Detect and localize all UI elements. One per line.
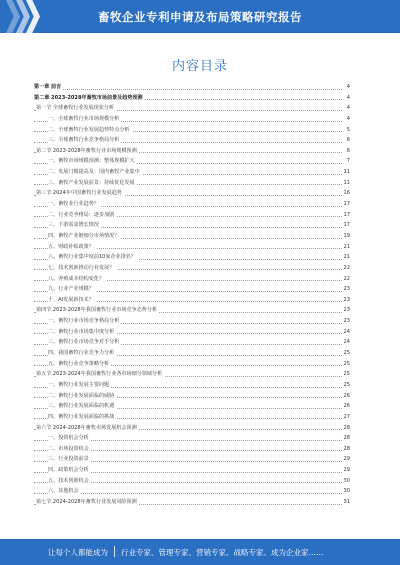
toc-entry-page: 16 (343, 188, 350, 199)
toc-entry[interactable] (34, 82, 350, 93)
toc-entry-label: 一、全球畜牧行业市场规模分析 (48, 114, 121, 125)
toc-entry[interactable] (34, 103, 350, 114)
toc-entry-page: 26 (343, 401, 350, 412)
toc-entry-page: 25 (343, 380, 350, 391)
toc-entry-label: 十、AI发展新技术？ (48, 295, 96, 306)
toc-entry[interactable] (34, 412, 350, 423)
toc-entry[interactable] (34, 252, 350, 263)
toc-entry[interactable] (34, 231, 350, 242)
toc-entry-page: 19 (343, 231, 350, 242)
toc-entry-label: 四、我国畜牧行业竞争力分析 (48, 348, 116, 359)
toc-entry-label: 第七节 2024-2028年畜牧行业发展风险预测 (36, 497, 139, 508)
toc-entry-label: 一、畜牧市场规模预测：整体规模扩大 (48, 156, 137, 167)
toc-entry-page: 4 (346, 93, 350, 104)
toc-entry-page: 25 (343, 348, 350, 359)
toc-entry[interactable] (34, 93, 350, 104)
toc-entry[interactable] (34, 465, 350, 476)
toc-entry-label: 五、技术创新机会 (48, 476, 91, 487)
toc-entry-page: 17 (343, 199, 350, 210)
toc-entry[interactable] (34, 188, 350, 199)
toc-entry-label: 第一节 全球畜牧行业发展现状分析 (36, 103, 116, 114)
toc-entry[interactable] (34, 220, 350, 231)
toc-entry[interactable] (34, 295, 350, 306)
toc-entry[interactable] (34, 242, 350, 253)
toc-entry-page: 17 (343, 220, 350, 231)
toc-entry-page: 22 (343, 274, 350, 285)
toc-entry[interactable] (34, 337, 350, 348)
toc-entry-page: 21 (343, 252, 350, 263)
toc-entry-page: 23 (343, 295, 350, 306)
toc-entry-page: 28 (343, 433, 350, 444)
toc-entry-page: 29 (343, 465, 350, 476)
toc-entry-label: 三、行业投资前景 (48, 454, 91, 465)
toc-entry-label: 四、政策机会分析 (48, 465, 91, 476)
toc-entry-label: 五、财政补贴政策？ (48, 242, 96, 253)
toc-entry[interactable] (34, 156, 350, 167)
table-of-contents (34, 82, 350, 508)
toc-entry-label: 六、畜牧行业集中度前10家企业排名？ (48, 252, 138, 263)
toc-entry-label: 三、下游需求增长情况 (48, 220, 101, 231)
toc-entry-page: 28 (343, 423, 350, 434)
toc-entry-page: 4 (346, 103, 350, 114)
toc-entry[interactable] (34, 305, 350, 316)
toc-entry[interactable] (34, 178, 350, 189)
toc-entry-page: 25 (343, 369, 350, 380)
toc-entry-page: 11 (343, 178, 350, 189)
toc-entry-page: 30 (343, 486, 350, 497)
toc-entry-label: 二、行业竞争格局：逐步加剧 (48, 210, 116, 221)
toc-entry-label: 八、养殖成本结构变化？ (48, 274, 106, 285)
toc-entry[interactable] (34, 167, 350, 178)
toc-entry-label: 第二节 2023-2028年畜牧行业市场规模预测 (36, 146, 139, 157)
toc-entry[interactable] (34, 316, 350, 327)
toc-entry-label: 四、畜牧产业链细分市场情况？ (48, 231, 121, 242)
toc-entry-label: 五、畜牧行业竞争策略分析 (48, 359, 111, 370)
toc-entry[interactable] (34, 433, 350, 444)
toc-entry[interactable] (34, 210, 350, 221)
report-header-bar (0, 0, 400, 33)
toc-entry-page: 21 (343, 242, 350, 253)
toc-entry-label: 三、全球畜牧行业竞争格局分析 (48, 135, 121, 146)
toc-entry-page: 5 (346, 125, 350, 136)
toc-entry-label: 二、发展门槛提高及：国内畜牧产业集中 (48, 167, 142, 178)
toc-entry[interactable] (34, 369, 350, 380)
toc-entry-page: 22 (343, 263, 350, 274)
toc-entry[interactable] (34, 486, 350, 497)
toc-entry-label: 二、全球畜牧行业发展趋势特点分析 (48, 125, 132, 136)
toc-entry-page: 6 (346, 135, 350, 146)
toc-entry-page: 4 (346, 114, 350, 125)
toc-entry[interactable] (34, 359, 350, 370)
toc-entry-label: 三、畜牧行业发展面临的机遇 (48, 401, 116, 412)
footer-bar (0, 539, 400, 565)
toc-entry-label: 三、畜牧产业发展前景：持续优化发展 (48, 178, 137, 189)
toc-entry-label: 二、市场投资机会 (48, 444, 91, 455)
toc-entry[interactable] (34, 348, 350, 359)
toc-entry[interactable] (34, 497, 350, 508)
toc-entry-label: 第四节 2023-2028年我国畜牧行业市场竞争态势分析 (36, 305, 159, 316)
footer-divider (114, 546, 115, 557)
toc-entry[interactable] (34, 327, 350, 338)
toc-entry-label: 七、技术创新推动行业发展？ (48, 263, 116, 274)
toc-entry-label: 一、畜牧业行业趋势？ (48, 199, 101, 210)
toc-entry[interactable] (34, 146, 350, 157)
toc-entry[interactable] (34, 114, 350, 125)
toc-entry-label: 四、畜牧行业发展面临的挑战 (48, 412, 116, 423)
toc-entry[interactable] (34, 125, 350, 136)
toc-entry-label: 三、畜牧行业市场竞争对手分析 (48, 337, 121, 348)
toc-entry-label: 一、畜牧行业发展主要问题 (48, 380, 111, 391)
toc-entry-page: 24 (343, 327, 350, 338)
footer-tagline: 让每个人都能成为 (48, 548, 108, 557)
report-title: 畜牧企业专利申请及布局策略研究报告 (98, 10, 302, 24)
toc-entry[interactable] (34, 401, 350, 412)
toc-entry-label: 第五节 2023-2024年我国畜牧行业各市场细分领域分析 (36, 369, 164, 380)
toc-entry[interactable] (34, 263, 350, 274)
toc-entry-label: 二、畜牧行业市场集中度分析 (48, 327, 116, 338)
toc-entry[interactable] (34, 444, 350, 455)
toc-entry-page: 28 (343, 444, 350, 455)
toc-entry-label: 第三节 2024年中国畜牧行业发展趋势 (36, 188, 124, 199)
toc-entry-page: 23 (343, 316, 350, 327)
toc-entry-page: 6 (346, 146, 350, 157)
toc-entry-label: 一、畜牧行业市场竞争格局分析 (48, 316, 121, 327)
toc-entry-page: 17 (343, 210, 350, 221)
toc-entry[interactable] (34, 380, 350, 391)
footer-roles-text: 行业专家、管理专家、营销专家、战略专家、成为企业家…… (121, 548, 324, 557)
toc-dot-leader (34, 89, 342, 90)
toc-entry-page: 31 (343, 497, 350, 508)
toc-entry-page: 26 (343, 391, 350, 402)
toc-entry-page: 7 (346, 156, 350, 167)
toc-entry[interactable] (34, 135, 350, 146)
toc-entry-page: 24 (343, 337, 350, 348)
toc-entry-page: 25 (343, 359, 350, 370)
toc-entry-page: 4 (346, 82, 350, 93)
toc-entry[interactable] (34, 423, 350, 434)
toc-entry-label: 第一章 前言 (34, 82, 63, 93)
toc-entry[interactable] (34, 284, 350, 295)
toc-entry-label: 二、畜牧行业发展面临的威胁 (48, 391, 116, 402)
toc-entry-page: 11 (343, 167, 350, 178)
toc-entry-page: 23 (343, 305, 350, 316)
toc-entry-label: 九、行业产业规模？ (48, 284, 96, 295)
toc-entry-label: 第六节 2024-2028年畜牧市场发展机会预测 (36, 423, 139, 434)
toc-entry-label: 六、其他机会 (48, 486, 81, 497)
toc-entry-label: 第二章 2023-2028年畜牧市场前景及趋势预测 (34, 93, 145, 104)
toc-entry[interactable] (34, 199, 350, 210)
toc-entry-page: 23 (343, 284, 350, 295)
toc-entry[interactable] (34, 476, 350, 487)
toc-entry[interactable] (34, 391, 350, 402)
toc-entry[interactable] (34, 454, 350, 465)
toc-entry-label: 一、投资机会分析 (48, 433, 91, 444)
toc-entry-page: 29 (343, 454, 350, 465)
toc-heading: 内容目录 (171, 59, 228, 74)
toc-entry-page: 30 (343, 476, 350, 487)
toc-entry-page: 27 (343, 412, 350, 423)
toc-entry[interactable] (34, 274, 350, 285)
